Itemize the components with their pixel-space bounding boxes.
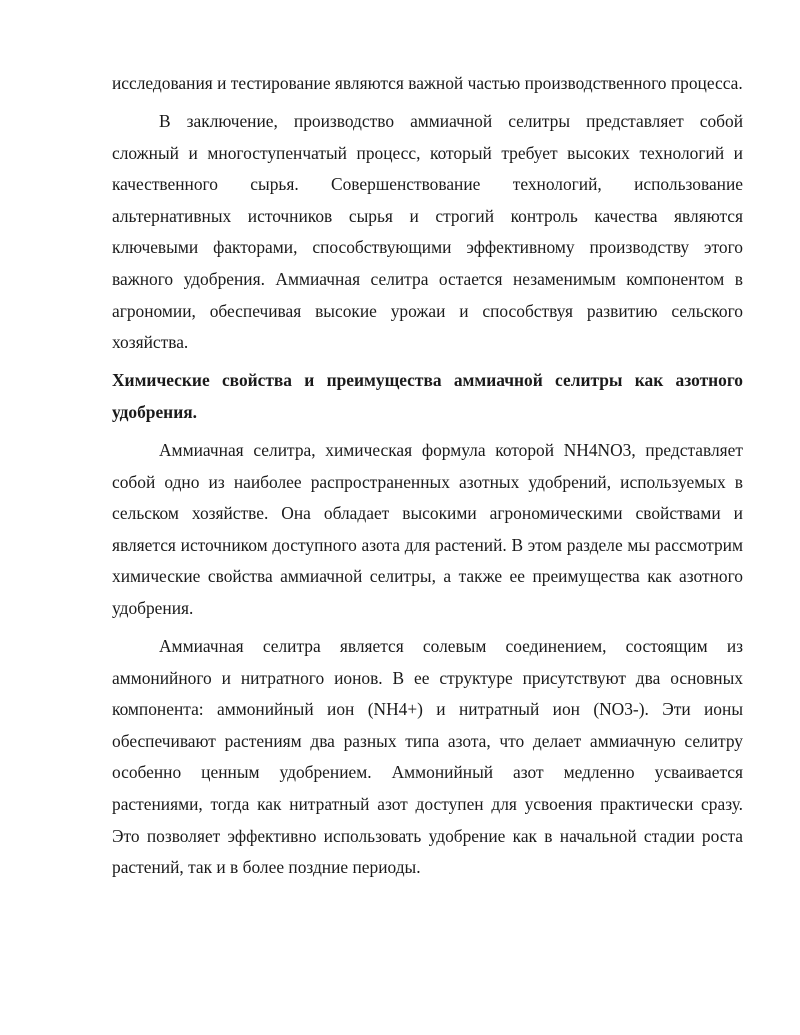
paragraph-intro: Аммиачная селитра, химическая формула которой NH4NO3, представляет собой одно из наиболее распространенных азотных удобрений, используемых в сельском хозяйстве. Она обладает высокими агрономическими свойствами и является источником доступного азота для растений. В этом разделе мы рассмотрим химические свойства аммиачной селитры, а также ее преимущества как азотного удобрения.	[112, 440, 743, 618]
paragraph-conclusion: В заключение, производство аммиачной селитры представляет собой сложный и многоступенчатый процесс, который требует высоких технологий и качественного сырья. Совершенствование технологий, использование альтернативных источников сырья и строгий контроль качества являются ключевыми факторами, способствующими эффективному производству этого важного удобрения. Аммиачная селитра остается незаменимым компонентом в агрономии, обеспечивая высокие урожаи и способствуя развитию сельского хозяйства.	[112, 111, 743, 353]
section-heading: Химические свойства и преимущества аммиачной селитры как азотного удобрения.	[112, 370, 743, 422]
paragraph-continuation: исследования и тестирование являются важной частью производственного процесса.	[112, 73, 743, 93]
paragraph-composition: Аммиачная селитра является солевым соединением, состоящим из аммонийного и нитратного ионов. В ее структуре присутствуют два основных компонента: аммонийный ион (NH4+) и нитратный ион (NO3-). Эти ионы обеспечивают растениям два разных типа азота, что делает аммиачную селитру особенно ценным удобрением. Аммонийный азот медленно усваивается растениями, тогда как нитратный азот доступен для усвоения практически сразу. Это позволяет эффективно использовать удобрение как в начальной стадии роста растений, так и в более поздние периоды.	[112, 636, 743, 878]
document-page	[112, 68, 743, 890]
